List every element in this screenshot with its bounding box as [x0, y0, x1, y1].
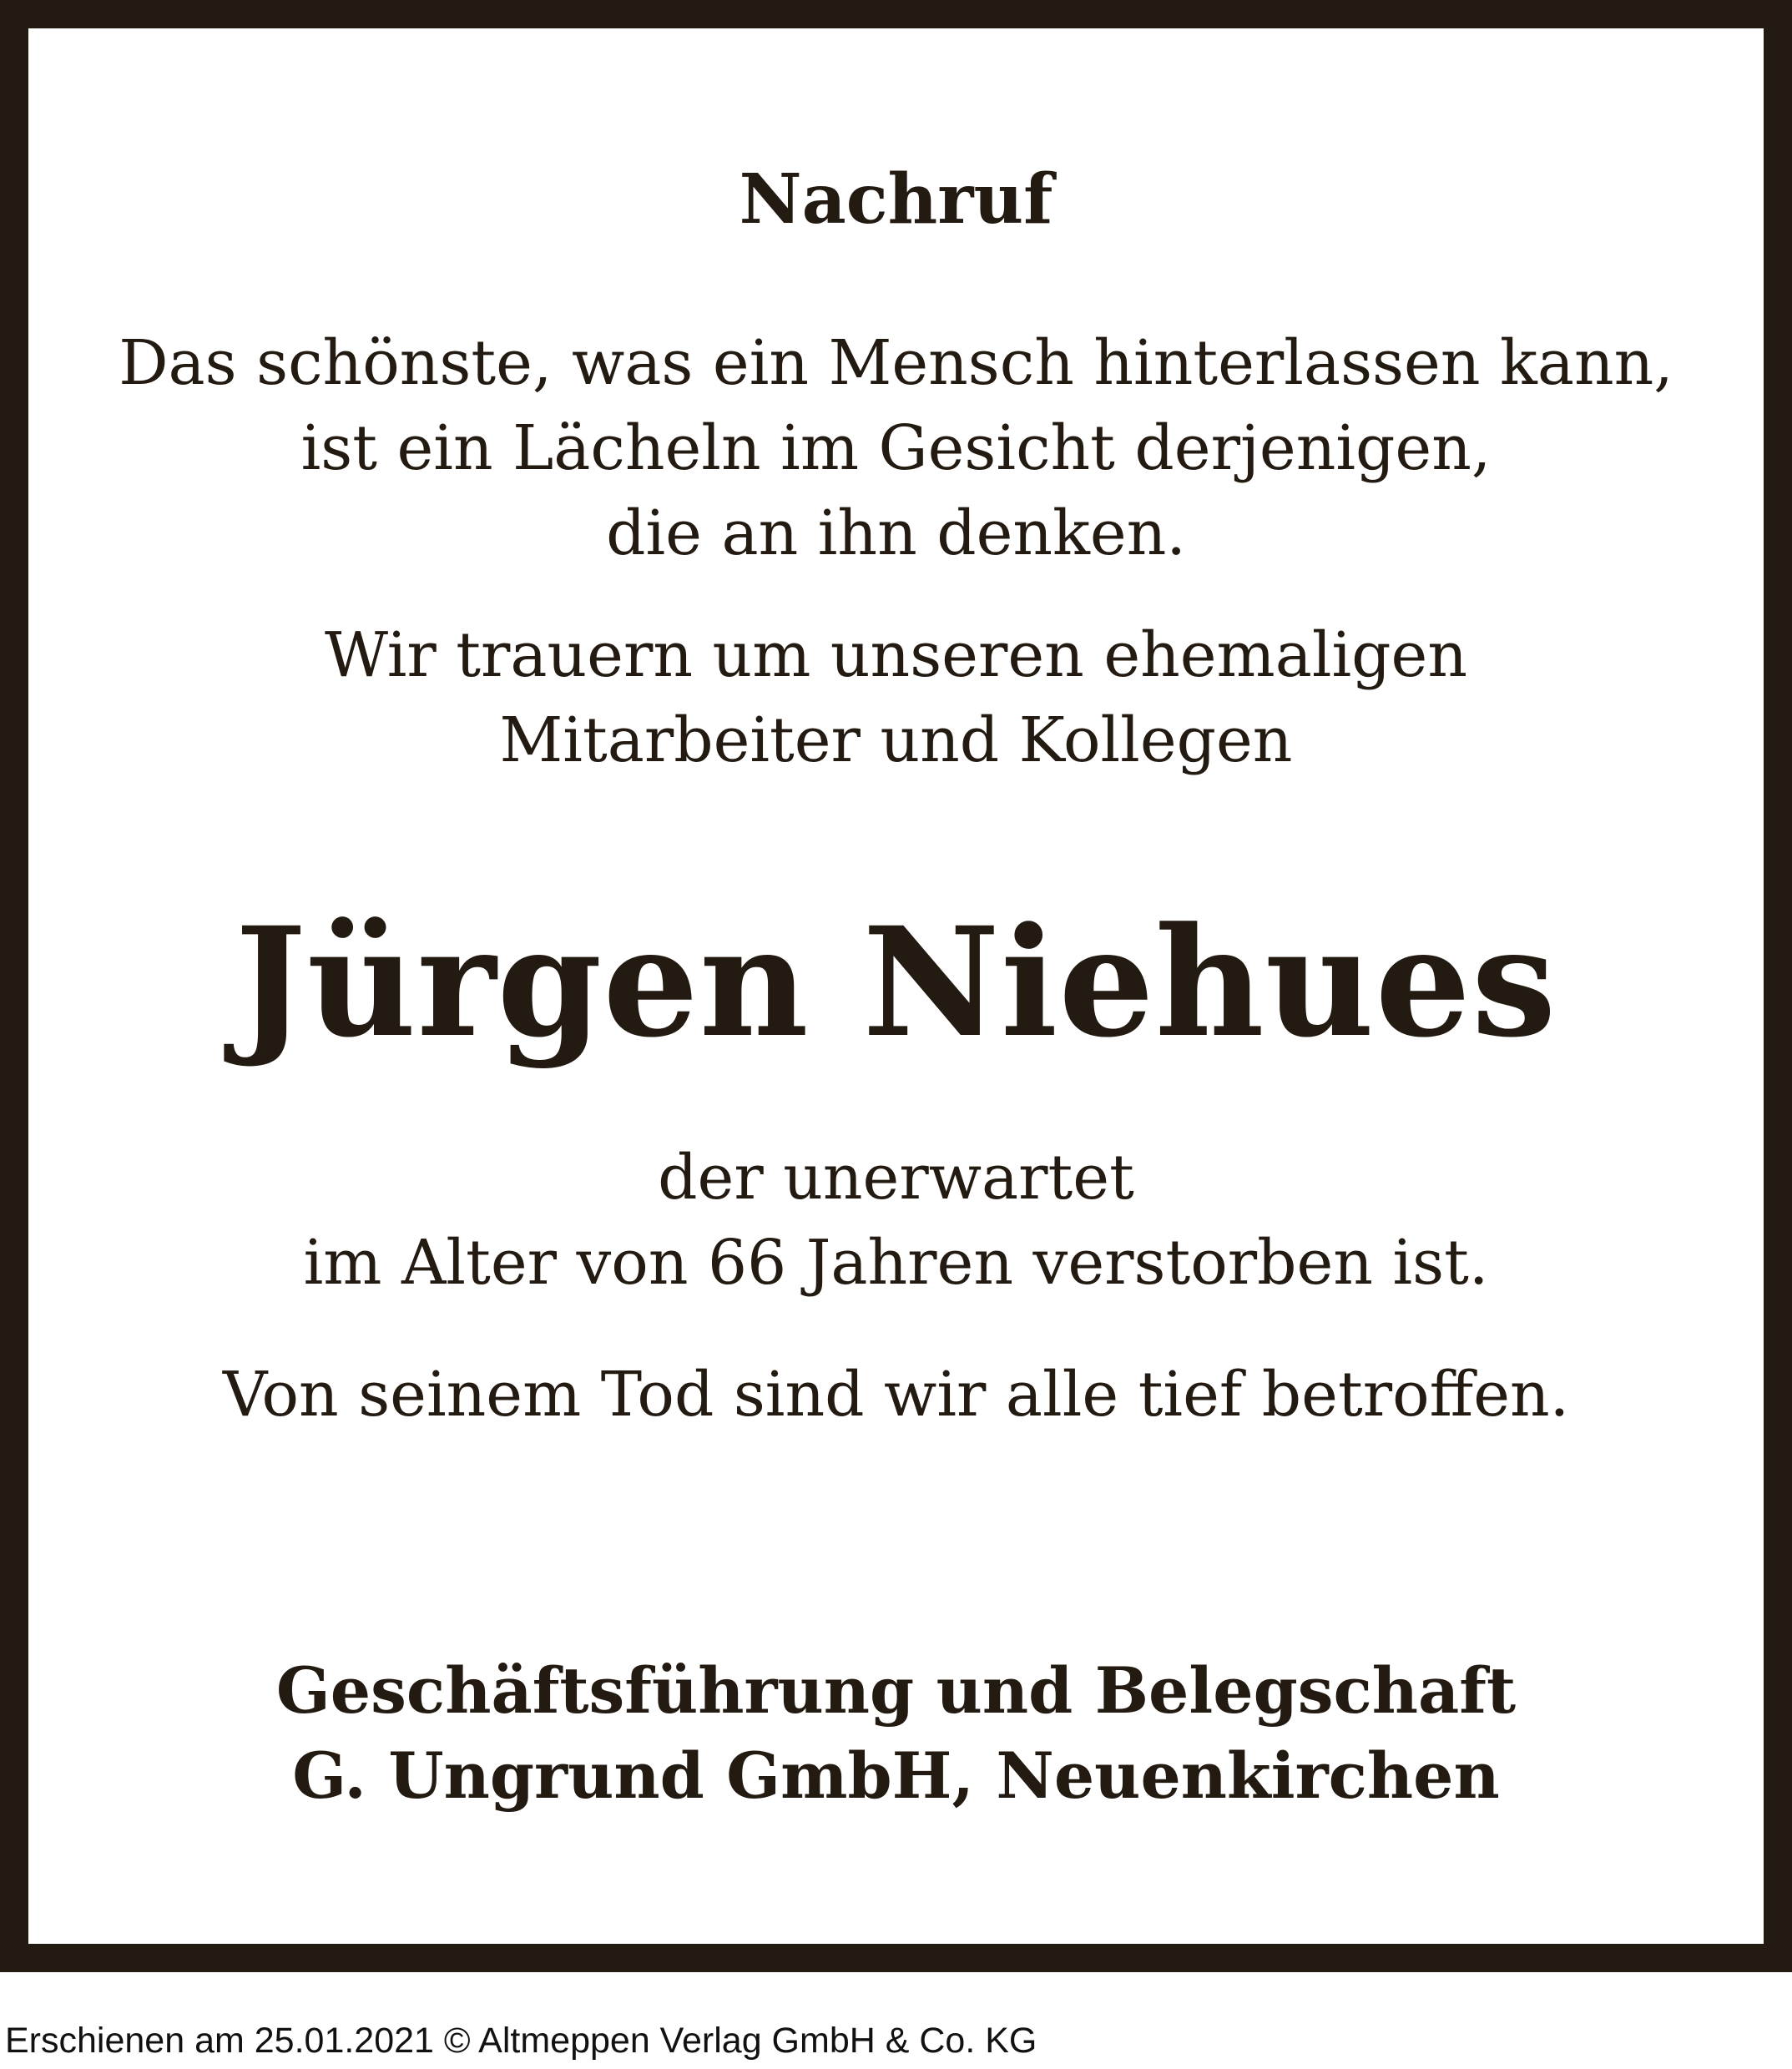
quote-line-3: die an ihn denken.	[606, 497, 1186, 569]
closing-line: Von seinem Tod sind wir alle tief betroffen.	[222, 1359, 1570, 1431]
publication-note: Erschienen am 25.01.2021 © Altmeppen Verlag GmbH & Co. KG	[5, 2021, 1037, 2061]
intro-line-1: Wir trauern um unseren ehemaligen	[324, 619, 1468, 691]
details-line-2: im Alter von 66 Jahren verstorben ist.	[303, 1227, 1489, 1299]
deceased-name: Jürgen Niehues	[235, 895, 1557, 1071]
signature-line-1: Geschäftsführung und Belegschaft	[275, 1653, 1517, 1728]
quote-line-2: ist ein Lächeln im Gesicht derjenigen,	[300, 412, 1492, 484]
signature-line-2: G. Ungrund GmbH, Neuenkirchen	[292, 1738, 1500, 1813]
intro-line-2: Mitarbeiter und Kollegen	[499, 704, 1293, 776]
notice-heading: Nachruf	[739, 159, 1053, 240]
details-line-1: der unerwartet	[658, 1142, 1134, 1214]
quote-line-1: Das schönste, was ein Mensch hinterlassen kann,	[119, 327, 1673, 399]
obituary-notice-content	[57, 57, 1735, 1915]
